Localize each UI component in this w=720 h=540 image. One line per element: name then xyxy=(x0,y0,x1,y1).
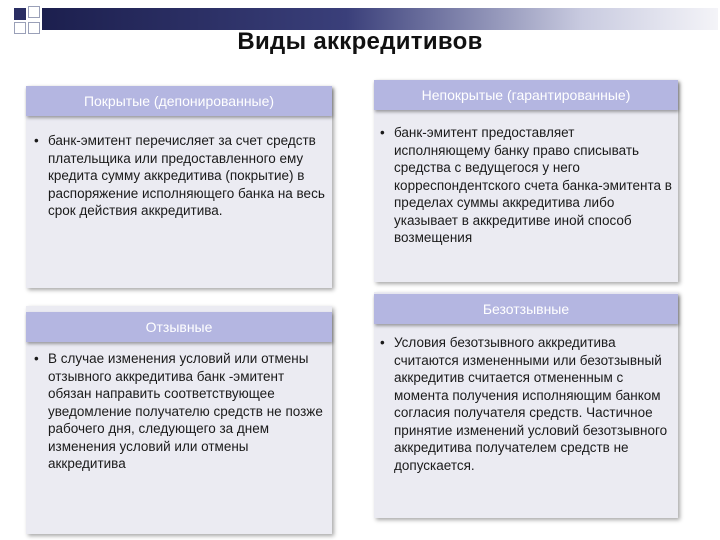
card-irrevocable-header: Безотзывные xyxy=(374,294,678,324)
bullet: • xyxy=(34,351,39,366)
card-covered xyxy=(26,86,332,288)
card-irrevocable xyxy=(374,292,678,518)
card-revocable-header: Отзывные xyxy=(26,312,332,342)
card-uncovered-text: банк-эмитент предоставляет исполняющему банку право списывать средства с ведущегося у него корреспондентского счета банка-эмитента в пределах суммы аккредитива либо указывает в аккредитиве иной способ возмещения xyxy=(394,125,672,245)
card-revocable-body xyxy=(34,350,326,473)
decor-square-dark xyxy=(14,8,26,20)
card-uncovered-body xyxy=(380,124,672,247)
page-title: Виды аккредитивов xyxy=(237,28,483,55)
bullet: • xyxy=(34,133,39,148)
card-covered-body xyxy=(34,132,326,220)
card-revocable-text: В случае изменения условий или отмены отзывного аккредитива банк -эмитент обязан направить соответствующее уведомление получателю средств не позже рабочего дня, следующего за днем изменения условий или отмены аккредитива xyxy=(48,351,323,471)
card-uncovered-header: Непокрытые (гарантированные) xyxy=(374,80,678,110)
card-irrevocable-body xyxy=(380,334,672,474)
card-revocable xyxy=(26,306,332,534)
card-covered-header: Покрытые (депонированные) xyxy=(26,86,332,116)
bullet: • xyxy=(380,335,385,350)
decor-square-light xyxy=(28,6,40,18)
card-uncovered xyxy=(374,80,678,282)
card-irrevocable-text: Условия безотзывного аккредитива считаются измененными или безотзывный аккредитив считается отмененным с момента получения исполняющим банком согласия получателя средств. Частичное принятие изменений условий безотзывного аккредитива получателем средств не допускается. xyxy=(394,335,668,473)
decor-top-bar xyxy=(42,8,718,30)
bullet: • xyxy=(380,125,385,140)
card-covered-text: банк-эмитент перечисляет за счет средств плательщика или предоставленного ему кредита сумму аккредитива (покрытие) в распоряжение исполняющего банка на весь срок действия аккредитива. xyxy=(48,133,325,218)
